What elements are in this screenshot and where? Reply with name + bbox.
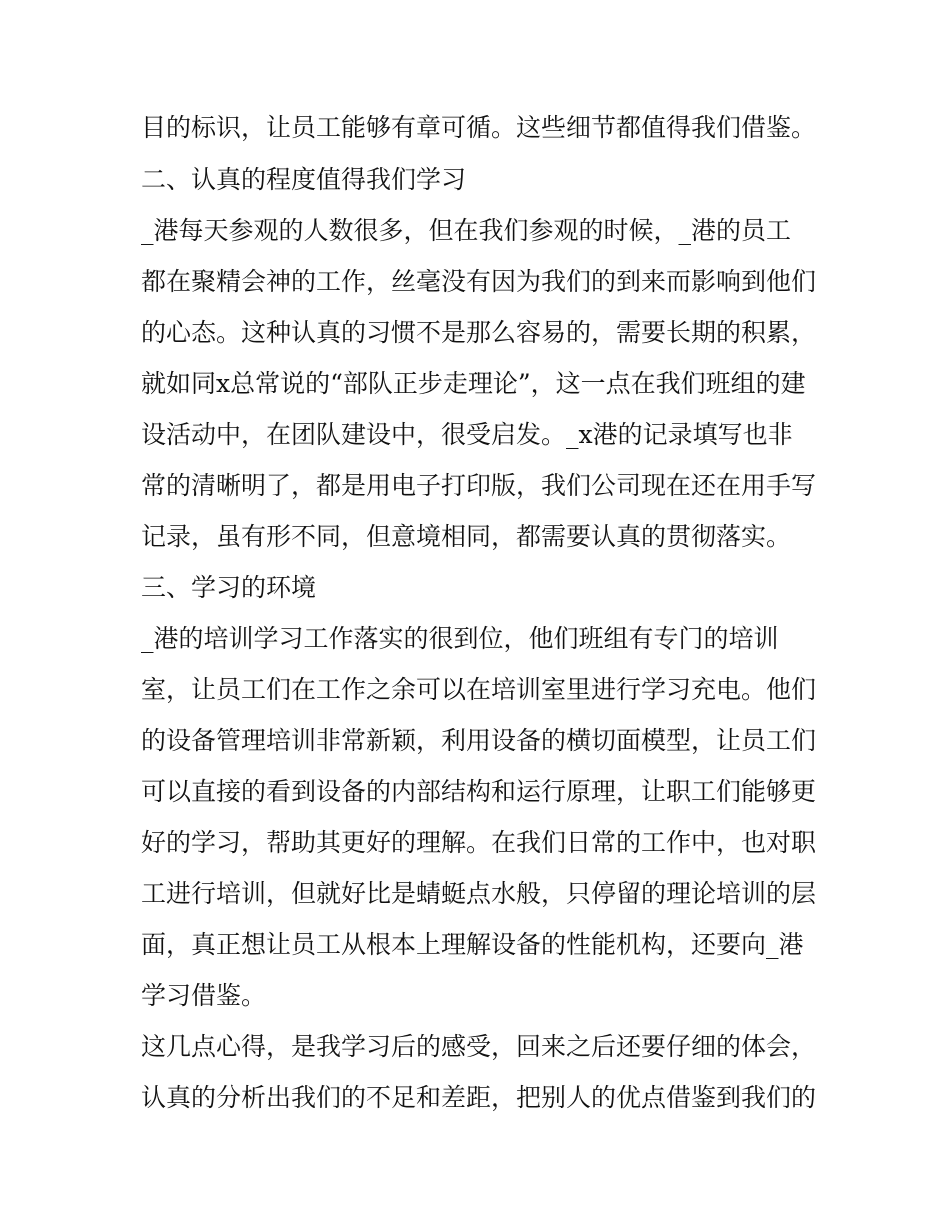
text-line-15: 好的学习，帮助其更好的理解。在我们日常的工作中，也对职 xyxy=(141,828,817,857)
text-line-14: 可以直接的看到设备的内部结构和运行原理，让职工们能够更 xyxy=(141,777,817,806)
text-line-6: 就如同x总常说的“部队正步走理论”，这一点在我们班组的建 xyxy=(141,369,806,398)
text-line-8: 常的清晰明了，都是用电子打印版，我们公司现在还在用手写 xyxy=(141,471,817,500)
text-line-20: 认真的分析出我们的不足和差距，把别人的优点借鉴到我们的 xyxy=(141,1083,817,1112)
text-line-9: 记录，虽有形不同，但意境相同，都需要认真的贯彻落实。 xyxy=(141,522,792,551)
text-line-11: _港的培训学习工作落实的很到位，他们班组有专门的培训 xyxy=(141,624,779,653)
text-line-3: _港每天参观的人数很多，但在我们参观的时候，_港的员工 xyxy=(141,216,792,245)
text-line-18: 学习借鉴。 xyxy=(141,981,267,1010)
text-line-13: 的设备管理培训非常新颖，利用设备的横切面模型，让员工们 xyxy=(141,726,817,755)
text-line-1: 目的标识，让员工能够有章可循。这些细节都值得我们借鉴。 xyxy=(141,113,817,142)
text-line-5: 的心态。这种认真的习惯不是那么容易的，需要长期的积累， xyxy=(141,318,817,347)
section-heading-3: 三、学习的环境 xyxy=(141,573,317,602)
text-line-16: 工进行培训，但就好比是蜻蜓点水般，只停留的理论培训的层 xyxy=(141,879,817,908)
text-line-4: 都在聚精会神的工作，丝毫没有因为我们的到来而影响到他们 xyxy=(141,267,817,296)
text-line-17: 面，真正想让员工从根本上理解设备的性能机构，还要向_港 xyxy=(141,930,804,959)
text-line-12: 室，让员工们在工作之余可以在培训室里进行学习充电。他们 xyxy=(141,675,817,704)
text-line-7: 设活动中，在团队建设中，很受启发。_x港的记录填写也非 xyxy=(141,420,793,449)
text-line-19: 这几点心得，是我学习后的感受，回来之后还要仔细的体会， xyxy=(141,1032,817,1061)
section-heading-2: 二、认真的程度值得我们学习 xyxy=(141,165,467,194)
